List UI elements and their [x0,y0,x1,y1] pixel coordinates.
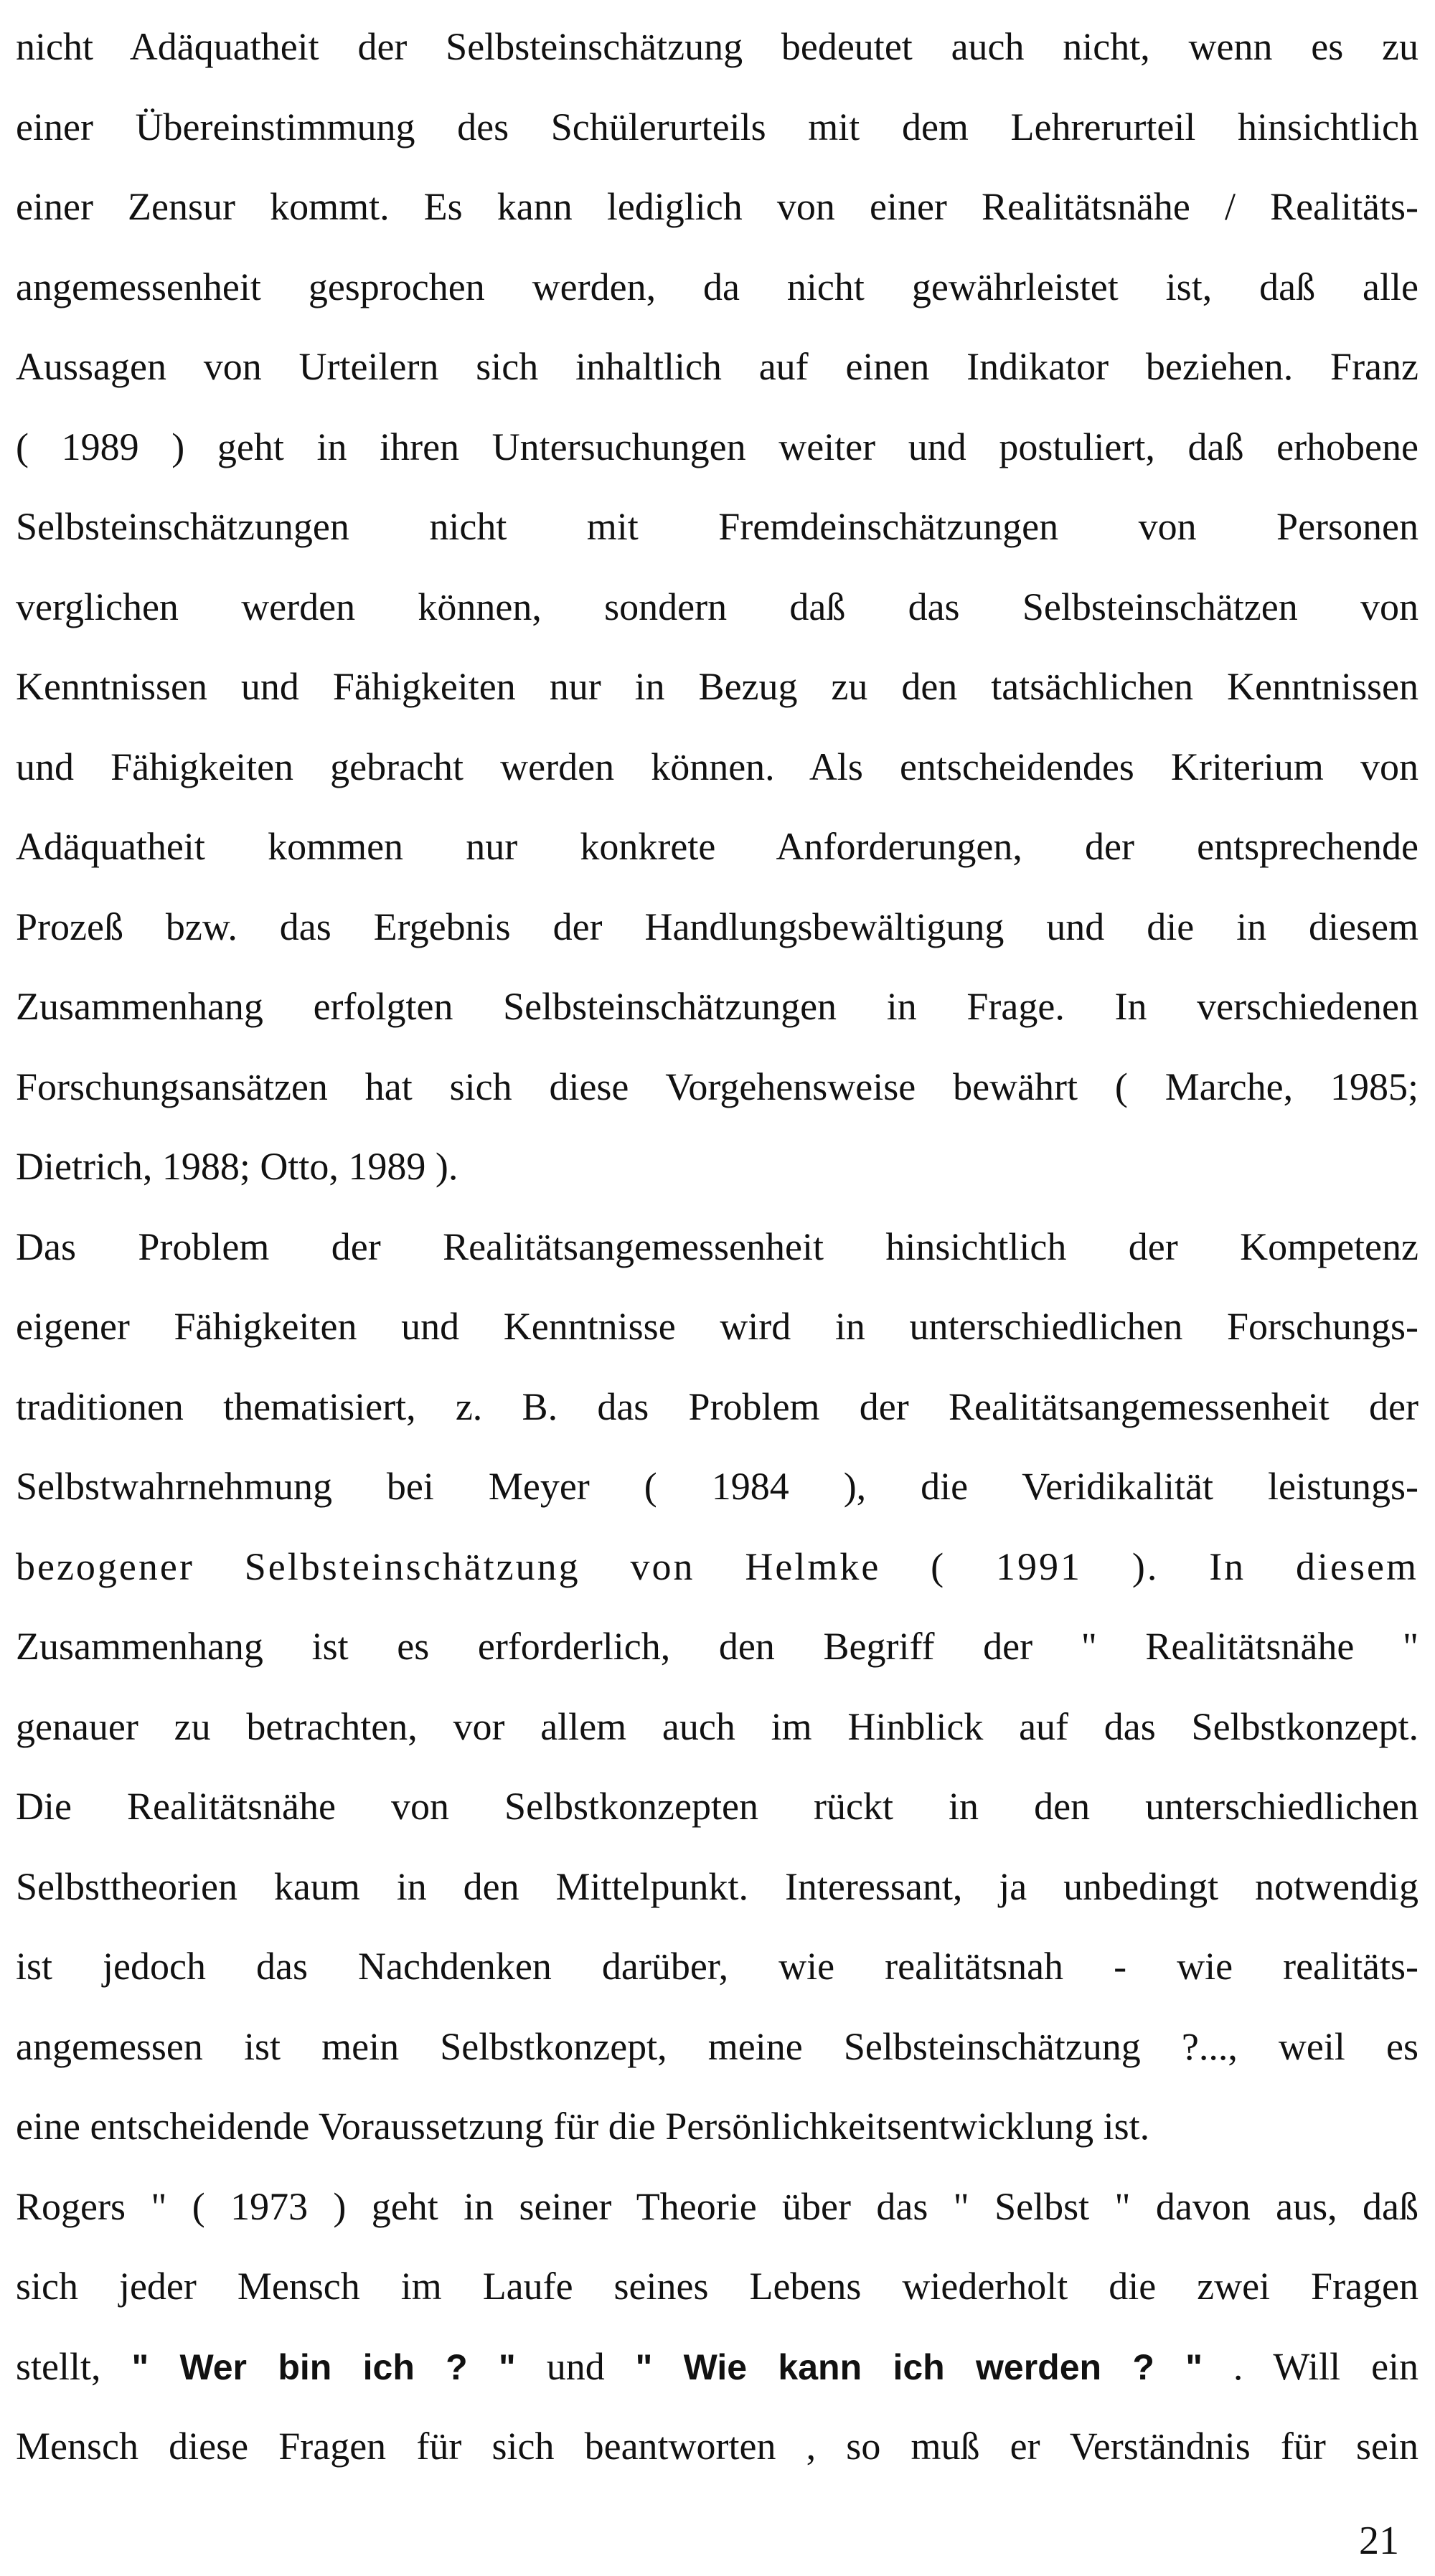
text-line: ( 1989 ) geht in ihren Untersuchungen weiter und postuliert, daß erhobene [16,425,1418,468]
text-line: Prozeß bzw. das Ergebnis der Handlungsbewältigung und die in diesem [16,905,1418,948]
text-line: Die Realitätsnähe von Selbstkonzepten rückt in den unterschiedlichen [16,1785,1418,1828]
body-text [16,7,1418,2487]
text-line: Das Problem der Realitätsangemessenheit hinsichtlich der Kompetenz [16,1225,1418,1268]
text-line: und Fähigkeiten gebracht werden können. Als entscheidendes Kriterium von [16,745,1418,788]
text-line: angemessenheit gesprochen werden, da nicht gewährleistet ist, daß alle [16,265,1418,308]
text-line: Aussagen von Urteilern sich inhaltlich auf einen Indikator beziehen. Franz [16,345,1418,388]
text-line: eine entscheidende Voraussetzung für die Persönlichkeitsentwicklung ist. [16,2105,1150,2148]
text-line: Rogers " ( 1973 ) geht in seiner Theorie über das " Selbst " davon aus, daß [16,2184,1418,2228]
question-what-can-i-become: " Wie kann ich werden ? " [635,2346,1203,2387]
text-line: Kenntnissen und Fähigkeiten nur in Bezug zu den tatsächlichen Kenntnissen [16,665,1418,708]
text-line: Dietrich, 1988; Otto, 1989 ). [16,1145,458,1188]
text-line: Forschungsansätzen hat sich diese Vorgehensweise bewährt ( Marche, 1985; [16,1065,1418,1108]
text-line: Selbsteinschätzungen nicht mit Fremdeinschätzungen von Personen [16,505,1418,548]
text-line: eigener Fähigkeiten und Kenntnisse wird in unterschiedlichen Forschungs- [16,1305,1418,1348]
page-number: 21 [1359,2519,1399,2563]
text-line: sich jeder Mensch im Laufe seines Lebens wiederholt die zwei Fragen [16,2265,1418,2308]
text-line-with-questions [16,2327,1418,2407]
text-line: einer Übereinstimmung des Schülerurteils mit dem Lehrerurteil hinsichtlich [16,105,1418,148]
text-segment: stellt, [16,2344,101,2388]
text-line: angemessen ist mein Selbstkonzept, meine Selbsteinschätzung ?..., weil es [16,2024,1418,2068]
text-line: ist jedoch das Nachdenken darüber, wie realitätsnah - wie realitäts- [16,1945,1418,1988]
text-segment: . Will ein [1233,2344,1419,2388]
text-line: Zusammenhang ist es erforderlich, den Begriff der " Realitätsnähe " [16,1625,1418,1668]
text-line: verglichen werden können, sondern daß das Selbsteinschätzen von [16,585,1418,628]
question-who-am-i: " Wer bin ich ? " [131,2346,516,2387]
text-line: Adäquatheit kommen nur konkrete Anforderungen, der entsprechende [16,825,1418,868]
text-line: einer Zensur kommt. Es kann lediglich von einer Realitätsnähe / Realitäts- [16,185,1418,228]
text-line: genauer zu betrachten, vor allem auch im Hinblick auf das Selbstkonzept. [16,1704,1418,1748]
text-line: bezogener Selbsteinschätzung von Helmke ( 1991 ). In diesem [16,1544,1418,1588]
text-line: Zusammenhang erfolgten Selbsteinschätzungen in Frage. In verschiedenen [16,985,1418,1028]
text-line: nicht Adäquatheit der Selbsteinschätzung bedeutet auch nicht, wenn es zu [16,25,1418,68]
text-segment: und [546,2344,605,2388]
text-line: Selbsttheorien kaum in den Mittelpunkt. Interessant, ja unbedingt notwendig [16,1864,1418,1908]
text-line: traditionen thematisiert, z. B. das Problem der Realitätsangemessenheit der [16,1384,1418,1428]
text-line: Mensch diese Fragen für sich beantworten , so muß er Verständnis für sein [16,2425,1418,2468]
text-line: Selbstwahrnehmung bei Meyer ( 1984 ), die Veridikalität leistungs- [16,1465,1418,1508]
